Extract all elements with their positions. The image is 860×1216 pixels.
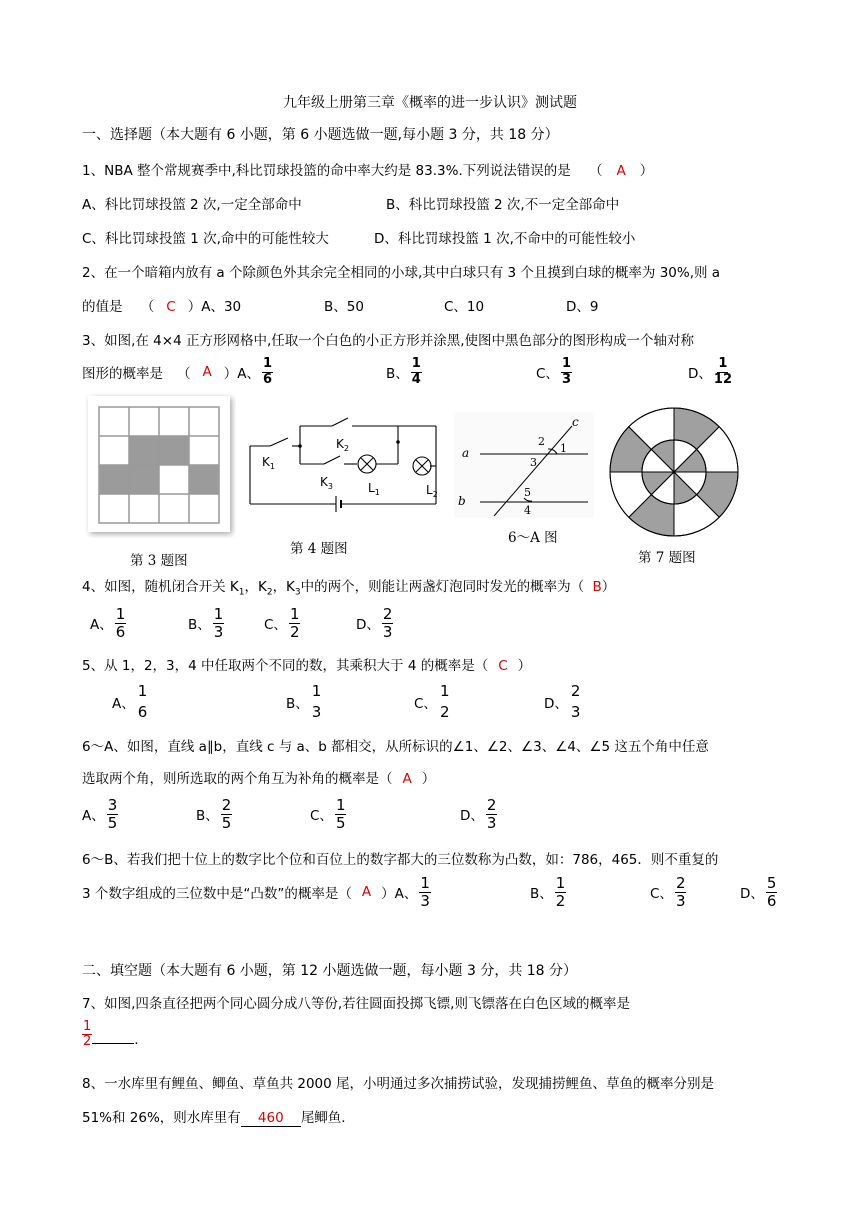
q6a-answer: A xyxy=(402,771,412,787)
q6b-answer: A xyxy=(361,884,372,900)
q2-option-b: B、50 xyxy=(324,299,364,315)
angle-2-label: 2 xyxy=(538,435,545,448)
q6a-line2: 选取两个角，则所选取的两个角互为补角的概率是（ A ） xyxy=(82,771,436,787)
q7-line1: 7、如图,四条直径把两个同心圆分成八等份,若往圆面投掷飞镖,则飞镖落在白色区域的概率是 xyxy=(82,996,630,1012)
q4-answer: B xyxy=(592,579,602,595)
q3-option-d: D、 $\frac{1}{12}$ xyxy=(688,356,732,387)
angle-3-label: 3 xyxy=(530,456,537,469)
page-title: 九年级上册第三章《概率的进一步认识》测试题 xyxy=(283,95,577,111)
q2-stem: 的值是 xyxy=(82,299,123,315)
q6a-option-a: A、 $\frac{3}{5}$ xyxy=(82,796,118,832)
figure-6a-caption: 6～A 图 xyxy=(508,530,558,546)
q5-option-c: C、 1 2 xyxy=(414,682,450,721)
q3-option-a-fraction: $\frac{1}{6}$ xyxy=(263,356,273,387)
figure-7-caption: 第 7 题图 xyxy=(638,550,696,566)
q8-answer: 460 xyxy=(257,1110,284,1126)
q1-stem: 1、NBA 整个常规赛季中,科比罚球投篮的命中率大约是 83.3%.下列说法错误的是 xyxy=(82,163,571,179)
q4-option-c: C、 $\frac{1}{2}$ xyxy=(264,605,300,641)
section-2-heading: 二、填空题（本大题有 6 小题，第 12 小题选做一题，每小题 3 分，共 18 分） xyxy=(82,963,578,979)
q2-line2: 的值是 （ C ）A、30 xyxy=(82,299,242,315)
q6b-line2: 3 个数字组成的三位数中是“凸数”的概率是（ A ） A、 $\frac{1}{3}$ xyxy=(82,874,430,910)
q4-option-a: A、 $\frac{1}{6}$ xyxy=(90,605,126,641)
q3-stem: 图形的概率是 xyxy=(82,366,163,382)
figure-4-circuit xyxy=(240,412,440,516)
q3-line2: 图形的概率是 （ A ） A、 $\frac{1}{6}$ xyxy=(82,356,273,387)
q1-answer: A xyxy=(616,163,626,179)
q6b-option-b: B、 $\frac{1}{2}$ xyxy=(530,874,566,910)
q4-option-b: B、 $\frac{1}{3}$ xyxy=(188,605,224,641)
k2-label: $K_2$ xyxy=(336,437,349,453)
k3-label: $K_3$ xyxy=(320,475,333,491)
q2-option-c: C、10 xyxy=(444,299,485,315)
q6b-option-c: C、 $\frac{2}{3}$ xyxy=(650,874,686,910)
q1-option-a: A、科比罚球投篮 2 次,一定全部命中 xyxy=(82,197,302,213)
angle-1-label: 1 xyxy=(560,442,567,455)
line-a-label: a xyxy=(462,446,470,460)
q6b-option-d: D、 $\frac{5}{6}$ xyxy=(740,874,777,910)
figure-3-caption: 第 3 题图 xyxy=(130,553,188,569)
figure-4-caption: 第 4 题图 xyxy=(290,541,348,557)
q7-answer-denominator: 2 xyxy=(83,1033,92,1049)
q1-option-c: C、科比罚球投篮 1 次,命中的可能性较大 xyxy=(82,231,329,247)
q4-option-d: D、 $\frac{2}{3}$ xyxy=(356,605,393,641)
question-1: 1、NBA 整个常规赛季中,科比罚球投篮的命中率大约是 83.3%.下列说法错误的是 （ A ） xyxy=(82,163,654,179)
line-c-label: c xyxy=(572,415,579,429)
q6a-option-b: B、 $\frac{2}{5}$ xyxy=(196,796,232,832)
l1-label: $L_1$ xyxy=(368,481,380,497)
q5-option-d: D、 2 3 xyxy=(544,682,581,721)
q3-line1: 3、如图,在 4×4 正方形网格中,任取一个白色的小正方形并涂黑,使图中黑色部分的图形构成一个轴对称 xyxy=(82,333,695,349)
q3-option-c: C、 $\frac{1}{3}$ xyxy=(536,356,571,387)
q3-option-b: B、 $\frac{1}{4}$ xyxy=(386,356,421,387)
q5-option-b: B、 1 3 xyxy=(286,682,322,721)
q2-option-d: D、9 xyxy=(566,299,599,315)
q4-stem: 4、如图，随机闭合开关 $K_1$，$K_2$，$K_3$中的两个，则能让两盏灯泡同时发光的概率为（ B） xyxy=(82,579,616,598)
q8-line1: 8、一水库里有鲤鱼、鲫鱼、草鱼共 2000 尾，小明通过多次捕捞试验，发现捕捞鲤鱼、草鱼的概率分别是 xyxy=(82,1076,715,1092)
figure-6a-lines xyxy=(454,412,594,522)
q1-option-b: B、科比罚球投篮 2 次,不一定全部命中 xyxy=(386,197,620,213)
q3-answer: A xyxy=(202,364,212,380)
q5-option-a: A、 1 6 xyxy=(112,682,148,721)
line-b-label: b xyxy=(458,494,466,508)
angle-5-label: 5 xyxy=(524,486,531,499)
q6b-line1: 6～B、若我们把十位上的数字比个位和百位上的数字都大的三位数称为凸数，如：786，465．则不重复的 xyxy=(82,852,719,868)
q5-answer: C xyxy=(498,658,508,674)
figure-3-grid xyxy=(84,392,236,538)
q5-stem: 5、从 1，2，3，4 中任取两个不同的数，其乘积大于 4 的概率是（ C ） xyxy=(82,658,532,674)
q7-answer-blank: $\frac{1}{2}$ . xyxy=(83,1019,139,1049)
q2-answer: C xyxy=(166,299,176,315)
l2-label: $L_2$ xyxy=(426,483,438,499)
q1-option-d: D、科比罚球投篮 1 次,不命中的可能性较小 xyxy=(374,231,636,247)
q6a-line1: 6～A、如图，直线 a∥b，直线 c 与 a、b 都相交，从所标识的∠1、∠2、∠3、∠4、∠5 这五个角中任意 xyxy=(82,739,709,755)
k1-label: $K_1$ xyxy=(262,455,275,471)
q6a-option-c: C、 $\frac{1}{5}$ xyxy=(310,796,346,832)
q8-line2: 51%和 26%，则水库里有 460 尾鲫鱼． xyxy=(82,1110,355,1126)
figure-7-target xyxy=(606,404,742,540)
q2-option-a: A、30 xyxy=(201,299,242,315)
q2-line1: 2、在一个暗箱内放有 a 个除颜色外其余完全相同的小球,其中白球只有 3 个且摸到白球的概率为 30%,则 a xyxy=(82,265,721,281)
angle-4-label: 4 xyxy=(524,504,531,517)
section-1-heading: 一、选择题（本大题有 6 小题，第 6 小题选做一题,每小题 3 分，共 18 分） xyxy=(82,127,559,143)
q7-answer-numerator: 1 xyxy=(83,1019,92,1034)
q6a-option-d: D、 $\frac{2}{3}$ xyxy=(460,796,497,832)
